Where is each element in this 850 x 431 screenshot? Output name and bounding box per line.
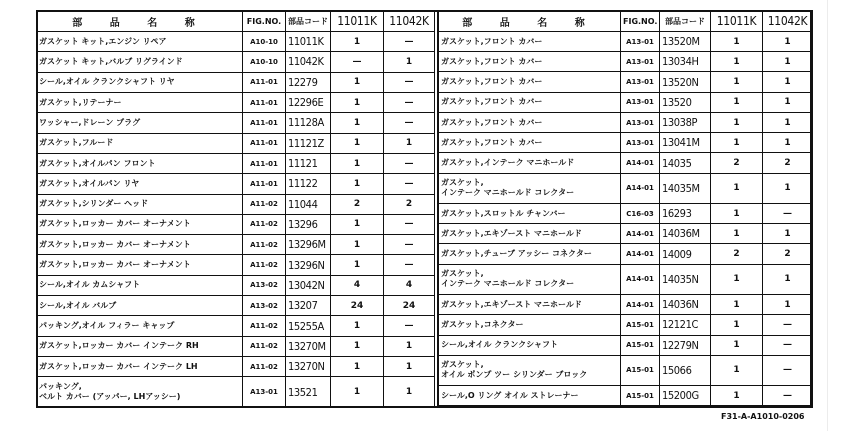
part-name-cell bbox=[37, 92, 243, 112]
qty-11042k-cell: 2 bbox=[763, 244, 813, 264]
table-row bbox=[439, 315, 813, 335]
fig-no-cell: A14-01 bbox=[621, 153, 660, 173]
qty-11042k-cell: 4 bbox=[384, 275, 435, 295]
part-name-cell bbox=[37, 296, 243, 316]
part-name-cell bbox=[37, 214, 243, 234]
part-name-cell bbox=[439, 244, 621, 264]
fig-no-cell: A14-01 bbox=[621, 224, 660, 244]
fig-no-cell: A13-01 bbox=[621, 133, 660, 153]
header-model-11011k: 11011K bbox=[331, 11, 384, 32]
part-name-line: ベルト カバー (アッパー, LHアッシー) bbox=[39, 392, 181, 402]
qty-11042k-cell: — bbox=[763, 204, 813, 224]
table-row bbox=[37, 377, 435, 408]
part-name-cell bbox=[439, 386, 621, 406]
part-name-cell bbox=[439, 335, 621, 355]
part-name-line: シール,オイル カムシャフト bbox=[39, 280, 141, 290]
part-code-cell: 13034H bbox=[660, 52, 711, 72]
part-name-cell bbox=[439, 52, 621, 72]
part-name-cell bbox=[37, 235, 243, 255]
part-name-line: ガスケット,フロント カバー bbox=[441, 36, 543, 46]
part-name-line: ガスケット,フロント カバー bbox=[441, 117, 543, 127]
part-code-cell: 13207 bbox=[286, 296, 331, 316]
part-code-cell: 13296M bbox=[286, 235, 331, 255]
part-name-cell bbox=[439, 315, 621, 335]
part-code-cell: 11121Z bbox=[286, 133, 331, 153]
qty-11011k-cell: — bbox=[331, 52, 384, 72]
scan-artifact-line bbox=[827, 0, 828, 431]
qty-11011k-cell: 1 bbox=[331, 113, 384, 133]
fig-no-cell: A13-01 bbox=[621, 52, 660, 72]
table-row bbox=[37, 133, 435, 153]
fig-no-cell: A13-01 bbox=[621, 32, 660, 52]
part-code-cell: 15255A bbox=[286, 316, 331, 336]
table-row bbox=[439, 204, 813, 224]
table-row bbox=[37, 153, 435, 173]
qty-11042k-cell: — bbox=[384, 214, 435, 234]
fig-no-cell: A13-01 bbox=[243, 377, 286, 408]
qty-11042k-cell: — bbox=[384, 32, 435, 52]
part-name-cell bbox=[37, 52, 243, 72]
part-name-line: ガスケット,エキゾースト マニホールド bbox=[441, 299, 582, 309]
qty-11042k-cell: 1 bbox=[763, 295, 813, 315]
qty-11042k-cell: 1 bbox=[763, 72, 813, 92]
part-name-line: ガスケット キット,バルブ リグラインド bbox=[39, 56, 183, 66]
qty-11011k-cell: 1 bbox=[711, 133, 763, 153]
qty-11042k-cell: 1 bbox=[763, 112, 813, 132]
part-name-cell bbox=[439, 355, 621, 385]
fig-no-cell: A15-01 bbox=[621, 335, 660, 355]
table-row bbox=[37, 214, 435, 234]
part-name-line: インテーク マニホールド コレクター bbox=[441, 279, 575, 289]
qty-11011k-cell: 1 bbox=[331, 174, 384, 194]
parts-table-sheet bbox=[36, 10, 812, 408]
qty-11042k-cell: — bbox=[763, 315, 813, 335]
qty-11042k-cell: — bbox=[384, 174, 435, 194]
table-row bbox=[439, 335, 813, 355]
qty-11042k-cell: — bbox=[384, 92, 435, 112]
qty-11011k-cell: 1 bbox=[331, 235, 384, 255]
part-code-cell: 11011K bbox=[286, 32, 331, 52]
fig-no-cell: A15-01 bbox=[621, 386, 660, 406]
table-row bbox=[37, 336, 435, 356]
fig-no-cell: A11-02 bbox=[243, 214, 286, 234]
qty-11011k-cell: 1 bbox=[331, 92, 384, 112]
fig-no-cell: A14-01 bbox=[621, 264, 660, 294]
qty-11011k-cell: 1 bbox=[711, 335, 763, 355]
part-name-line: ガスケット, bbox=[441, 178, 484, 188]
part-code-cell: 13041M bbox=[660, 133, 711, 153]
part-code-cell: 11122 bbox=[286, 174, 331, 194]
part-name-cell bbox=[439, 72, 621, 92]
qty-11042k-cell: 2 bbox=[763, 153, 813, 173]
part-name-line: ガスケット,シリンダー ヘッド bbox=[39, 199, 149, 209]
part-name-line: オイル ポンプ ツー シリンダー ブロック bbox=[441, 370, 588, 380]
part-code-cell: 13521 bbox=[286, 377, 331, 408]
part-code-cell: 12279 bbox=[286, 72, 331, 92]
qty-11042k-cell: 1 bbox=[384, 336, 435, 356]
part-name-line: ガスケット, bbox=[441, 269, 484, 279]
fig-no-cell: A11-02 bbox=[243, 357, 286, 377]
qty-11042k-cell: 1 bbox=[384, 133, 435, 153]
qty-11042k-cell: 1 bbox=[763, 133, 813, 153]
qty-11011k-cell bbox=[711, 406, 763, 408]
part-name-line: シール,オイル クランクシャフト bbox=[441, 340, 558, 350]
part-code-cell: 13520M bbox=[660, 32, 711, 52]
table-row bbox=[37, 275, 435, 295]
table-row bbox=[439, 355, 813, 385]
qty-11042k-cell: 1 bbox=[384, 52, 435, 72]
part-name-line: ガスケット,フルード bbox=[39, 138, 114, 148]
qty-11011k-cell: 1 bbox=[711, 224, 763, 244]
header-part-name: 部 品 名 称 bbox=[439, 11, 621, 32]
part-name-cell bbox=[439, 92, 621, 112]
part-name-line: ガスケット,ロッカー カバー インテーク RH bbox=[39, 341, 199, 351]
fig-no-cell: A13-02 bbox=[243, 296, 286, 316]
part-name-cell bbox=[37, 113, 243, 133]
header-model-11011k: 11011K bbox=[711, 11, 763, 32]
part-name-line: ガスケット,ロッカー カバー オーナメント bbox=[39, 239, 191, 249]
fig-no-cell: A14-01 bbox=[621, 244, 660, 264]
part-code-cell: 11044 bbox=[286, 194, 331, 214]
qty-11011k-cell: 1 bbox=[711, 173, 763, 203]
part-name-line: シール,オイル クランクシャフト リヤ bbox=[39, 77, 175, 87]
part-name-line: ガスケット,チューブ アッシー コネクター bbox=[441, 249, 592, 259]
footer-document-code: F31-A-A1010-0206 bbox=[721, 412, 805, 421]
table-row bbox=[439, 386, 813, 406]
part-name-line: ガスケット,インテーク マニホールド bbox=[441, 158, 575, 168]
fig-no-cell: A11-01 bbox=[243, 133, 286, 153]
part-name-cell bbox=[37, 275, 243, 295]
qty-11042k-cell: 1 bbox=[763, 173, 813, 203]
part-code-cell: 11121 bbox=[286, 153, 331, 173]
header-part-code: 部品コード bbox=[660, 11, 711, 32]
part-name-line: ガスケット,オイルパン リヤ bbox=[39, 178, 140, 188]
qty-11042k-cell bbox=[763, 406, 813, 408]
table-row bbox=[439, 295, 813, 315]
part-code-cell: 12279N bbox=[660, 335, 711, 355]
qty-11011k-cell: 1 bbox=[711, 264, 763, 294]
qty-11011k-cell: 1 bbox=[711, 52, 763, 72]
part-name-line: パッキング, bbox=[39, 382, 82, 392]
part-code-cell: 12296E bbox=[286, 92, 331, 112]
qty-11042k-cell: — bbox=[384, 316, 435, 336]
part-name-line: ガスケット,フロント カバー bbox=[441, 56, 543, 66]
part-name-cell bbox=[439, 224, 621, 244]
fig-no-cell: A11-01 bbox=[243, 113, 286, 133]
table-row bbox=[439, 173, 813, 203]
table-row bbox=[439, 92, 813, 112]
part-name-line: ガスケット キット,エンジン リペア bbox=[39, 36, 167, 46]
part-code-cell: 14036M bbox=[660, 224, 711, 244]
part-code-cell: 13270N bbox=[286, 357, 331, 377]
part-code-cell: 11042K bbox=[286, 52, 331, 72]
part-name-line: ガスケット,フロント カバー bbox=[441, 77, 543, 87]
part-code-cell: 15066 bbox=[660, 355, 711, 385]
table-row bbox=[439, 133, 813, 153]
part-name-cell bbox=[37, 153, 243, 173]
qty-11011k-cell: 1 bbox=[711, 386, 763, 406]
part-code-cell: 12121C bbox=[660, 315, 711, 335]
fig-no-cell: A10-10 bbox=[243, 52, 286, 72]
fig-no-cell bbox=[621, 406, 660, 408]
part-name-cell bbox=[37, 174, 243, 194]
qty-11011k-cell: 1 bbox=[711, 295, 763, 315]
fig-no-cell: A15-01 bbox=[621, 355, 660, 385]
header-row bbox=[439, 11, 813, 32]
qty-11011k-cell: 1 bbox=[331, 133, 384, 153]
header-model-11042k: 11042K bbox=[763, 11, 813, 32]
fig-no-cell: A11-02 bbox=[243, 255, 286, 275]
fig-no-cell: A11-02 bbox=[243, 336, 286, 356]
part-name-line: ガスケット,フロント カバー bbox=[441, 137, 543, 147]
qty-11042k-cell: 1 bbox=[763, 32, 813, 52]
qty-11011k-cell: 1 bbox=[331, 32, 384, 52]
qty-11011k-cell: 1 bbox=[331, 357, 384, 377]
table-row bbox=[37, 92, 435, 112]
table-row bbox=[37, 255, 435, 275]
fig-no-cell: A13-01 bbox=[621, 112, 660, 132]
part-name-line: シール,オイル バルブ bbox=[39, 300, 117, 310]
part-name-cell bbox=[37, 133, 243, 153]
part-name-line: ガスケット,リテーナー bbox=[39, 97, 122, 107]
header-part-code: 部品コード bbox=[286, 11, 331, 32]
table-row bbox=[439, 112, 813, 132]
part-code-cell: 15200G bbox=[660, 386, 711, 406]
part-code-cell: 14035 bbox=[660, 153, 711, 173]
table-row bbox=[37, 296, 435, 316]
table-row bbox=[439, 264, 813, 294]
qty-11042k-cell: 1 bbox=[384, 377, 435, 408]
fig-no-cell: A11-01 bbox=[243, 92, 286, 112]
table-row bbox=[37, 32, 435, 52]
header-part-name: 部 品 名 称 bbox=[37, 11, 243, 32]
part-name-line: パッキング,オイル フィラー キャップ bbox=[39, 321, 175, 331]
part-name-line: シール,O リング オイル ストレーナー bbox=[441, 390, 579, 400]
part-name-line: ガスケット, bbox=[441, 360, 484, 370]
part-name-cell bbox=[37, 377, 243, 408]
table-row bbox=[439, 72, 813, 92]
part-name-cell bbox=[439, 173, 621, 203]
part-name-cell bbox=[37, 32, 243, 52]
header-model-11042k: 11042K bbox=[384, 11, 435, 32]
part-name-cell bbox=[439, 406, 621, 408]
fig-no-cell: A15-01 bbox=[621, 315, 660, 335]
qty-11011k-cell: 1 bbox=[711, 72, 763, 92]
part-code-cell: 14009 bbox=[660, 244, 711, 264]
table-row bbox=[37, 235, 435, 255]
fig-no-cell: A11-01 bbox=[243, 174, 286, 194]
table-row bbox=[439, 244, 813, 264]
qty-11011k-cell: 1 bbox=[331, 214, 384, 234]
part-name-cell bbox=[37, 72, 243, 92]
qty-11042k-cell: — bbox=[763, 335, 813, 355]
table-row bbox=[37, 316, 435, 336]
qty-11011k-cell: 1 bbox=[331, 153, 384, 173]
fig-no-cell: A11-02 bbox=[243, 194, 286, 214]
table-row bbox=[439, 224, 813, 244]
table-row bbox=[37, 194, 435, 214]
part-name-cell bbox=[37, 316, 243, 336]
fig-no-cell: A11-01 bbox=[243, 72, 286, 92]
qty-11011k-cell: 2 bbox=[711, 153, 763, 173]
qty-11011k-cell: 4 bbox=[331, 275, 384, 295]
table-row bbox=[37, 174, 435, 194]
part-name-cell bbox=[439, 133, 621, 153]
fig-no-cell: A13-01 bbox=[621, 92, 660, 112]
part-name-line: ガスケット,オイルパン フロント bbox=[39, 158, 156, 168]
part-code-cell bbox=[660, 406, 711, 408]
part-name-cell bbox=[439, 264, 621, 294]
part-name-cell bbox=[439, 32, 621, 52]
qty-11011k-cell: 2 bbox=[711, 244, 763, 264]
part-name-line: ガスケット,コネクター bbox=[441, 319, 524, 329]
part-name-line: ワッシャー,ドレーン プラグ bbox=[39, 117, 141, 127]
parts-table-left bbox=[36, 10, 434, 408]
part-code-cell: 14036N bbox=[660, 295, 711, 315]
part-name-line: ガスケット,ロッカー カバー インテーク LH bbox=[39, 361, 198, 371]
table-row bbox=[37, 52, 435, 72]
fig-no-cell: A11-02 bbox=[243, 235, 286, 255]
qty-11042k-cell: 1 bbox=[763, 264, 813, 294]
qty-11011k-cell: 1 bbox=[711, 32, 763, 52]
qty-11011k-cell: 1 bbox=[331, 72, 384, 92]
table-row bbox=[37, 113, 435, 133]
part-name-line: インテーク マニホールド コレクター bbox=[441, 188, 575, 198]
qty-11011k-cell: 1 bbox=[331, 336, 384, 356]
part-name-line: ガスケット,ロッカー カバー オーナメント bbox=[39, 260, 191, 270]
part-code-cell: 13520N bbox=[660, 72, 711, 92]
qty-11042k-cell: — bbox=[384, 235, 435, 255]
part-name-line: ガスケット,スロットル チャンバー bbox=[441, 208, 566, 218]
table-row bbox=[37, 72, 435, 92]
qty-11042k-cell: 1 bbox=[763, 52, 813, 72]
part-name-cell bbox=[37, 357, 243, 377]
qty-11011k-cell: 1 bbox=[331, 377, 384, 408]
part-code-cell: 14035N bbox=[660, 264, 711, 294]
qty-11042k-cell: — bbox=[384, 153, 435, 173]
part-code-cell: 13038P bbox=[660, 112, 711, 132]
part-name-line: ガスケット,フロント カバー bbox=[441, 97, 543, 107]
fig-no-cell: A11-01 bbox=[243, 153, 286, 173]
fig-no-cell: C16-03 bbox=[621, 204, 660, 224]
qty-11042k-cell: 1 bbox=[763, 92, 813, 112]
qty-11042k-cell: 1 bbox=[384, 357, 435, 377]
part-name-cell bbox=[439, 204, 621, 224]
parts-table-right bbox=[438, 10, 812, 408]
table-row bbox=[439, 32, 813, 52]
table-row bbox=[37, 357, 435, 377]
part-code-cell: 16293 bbox=[660, 204, 711, 224]
part-name-cell bbox=[37, 336, 243, 356]
fig-no-cell: A14-01 bbox=[621, 295, 660, 315]
qty-11011k-cell: 1 bbox=[711, 315, 763, 335]
qty-11042k-cell: 24 bbox=[384, 296, 435, 316]
qty-11011k-cell: 2 bbox=[331, 194, 384, 214]
header-row bbox=[37, 11, 435, 32]
header-fig-no: FIG.NO. bbox=[621, 11, 660, 32]
part-name-line: ガスケット,エキゾースト マニホールド bbox=[441, 228, 582, 238]
header-fig-no: FIG.NO. bbox=[243, 11, 286, 32]
part-code-cell: 13520 bbox=[660, 92, 711, 112]
qty-11011k-cell: 1 bbox=[711, 204, 763, 224]
part-name-line: ガスケット,ロッカー カバー オーナメント bbox=[39, 219, 191, 229]
qty-11042k-cell: — bbox=[763, 386, 813, 406]
table-row bbox=[439, 153, 813, 173]
fig-no-cell: A13-01 bbox=[621, 72, 660, 92]
qty-11042k-cell: 1 bbox=[763, 224, 813, 244]
fig-no-cell: A11-02 bbox=[243, 316, 286, 336]
qty-11042k-cell: — bbox=[384, 113, 435, 133]
part-code-cell: 13270M bbox=[286, 336, 331, 356]
qty-11011k-cell: 1 bbox=[711, 355, 763, 385]
qty-11011k-cell: 1 bbox=[331, 255, 384, 275]
qty-11011k-cell: 1 bbox=[331, 316, 384, 336]
table-row bbox=[439, 52, 813, 72]
qty-11011k-cell: 24 bbox=[331, 296, 384, 316]
qty-11042k-cell: — bbox=[763, 355, 813, 385]
part-name-cell bbox=[37, 194, 243, 214]
part-name-cell bbox=[37, 255, 243, 275]
qty-11011k-cell: 1 bbox=[711, 112, 763, 132]
table-row bbox=[439, 406, 813, 408]
qty-11042k-cell: 2 bbox=[384, 194, 435, 214]
part-code-cell: 14035M bbox=[660, 173, 711, 203]
fig-no-cell: A10-10 bbox=[243, 32, 286, 52]
part-code-cell: 13296N bbox=[286, 255, 331, 275]
part-code-cell: 13296 bbox=[286, 214, 331, 234]
part-code-cell: 11128A bbox=[286, 113, 331, 133]
part-code-cell: 13042N bbox=[286, 275, 331, 295]
qty-11042k-cell: — bbox=[384, 255, 435, 275]
fig-no-cell: A13-02 bbox=[243, 275, 286, 295]
part-name-cell bbox=[439, 153, 621, 173]
part-name-cell bbox=[439, 112, 621, 132]
qty-11011k-cell: 1 bbox=[711, 92, 763, 112]
part-name-cell bbox=[439, 295, 621, 315]
fig-no-cell: A14-01 bbox=[621, 173, 660, 203]
qty-11042k-cell: — bbox=[384, 72, 435, 92]
